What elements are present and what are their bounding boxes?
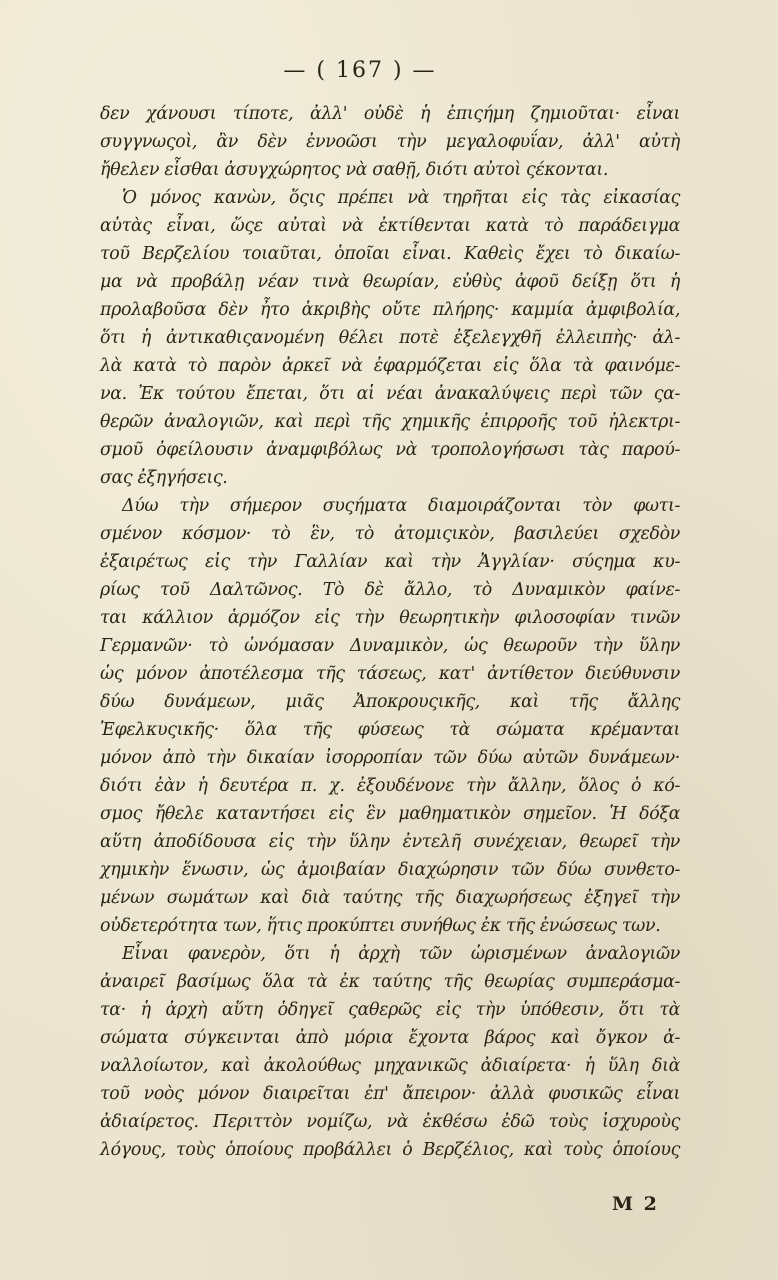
text-line: σμος ἤθελε καταντήσει εἰς ἓν μαθηματικὸν σημεῖον. Ἡ δόξα bbox=[100, 804, 680, 824]
paragraph-start: Ὁ μόνος κανὼν, ὅςις πρέπει νὰ τηρῆται εἰς τὰς εἰκασίας bbox=[122, 188, 680, 208]
text-line: χημικὴν ἕνωσιν, ὡς ἀμοιβαίαν διαχώρησιν τῶν δύω συνθετο- bbox=[100, 860, 680, 880]
text-line: συγγνωςοὶ, ἂν δὲν ἐννοῶσι τὴν μεγαλοφυΐαν, ἀλλ' αὐτὴ bbox=[100, 132, 680, 152]
text-line: μόνον ἀπὸ τὴν δικαίαν ἰσορροπίαν τῶν δύω αὐτῶν δυνάμεων· bbox=[100, 748, 680, 768]
text-line: ἤθελεν εἶσθαι ἀσυγχώρητος νὰ σαθῇ, διότι αὐτοὶ ςέκονται. bbox=[100, 160, 609, 180]
text-line: μα νὰ προβάλῃ νέαν τινὰ θεωρίαν, εὐθὺς ἀφοῦ δείξῃ ὅτι ἡ bbox=[100, 272, 680, 292]
text-line: ναλλοίωτον, καὶ ἀκολούθως μηχανικῶς ἀδιαίρετα· ἡ ὕλη διὰ bbox=[100, 1056, 680, 1076]
text-line: να. Ἐκ τούτου ἔπεται, ὅτι αἱ νέαι ἀνακαλύψεις περὶ τῶν ςα- bbox=[100, 384, 680, 404]
text-line: ἐξαιρέτως εἰς τὴν Γαλλίαν καὶ τὴν Ἀγγλίαν· σύςημα κυ- bbox=[100, 552, 680, 572]
text-line: ἀναιρεῖ βασίμως ὅλα τὰ ἐκ ταύτης τῆς θεωρίας συμπεράσμα- bbox=[100, 972, 680, 992]
body-text bbox=[100, 100, 680, 1164]
text-line: Γερμανῶν· τὸ ὠνόμασαν Δυναμικὸν, ὡς θεωροῦν τὴν ὕλην bbox=[100, 636, 680, 656]
text-line: λὰ κατὰ τὸ παρὸν ἀρκεῖ νὰ ἐφαρμόζεται εἰς ὅλα τὰ φαινόμε- bbox=[100, 356, 680, 376]
text-line: σώματα σύγκεινται ἀπὸ μόρια ἔχοντα βάρος καὶ ὄγκον ἀ- bbox=[100, 1028, 680, 1048]
text-line: δύω δυνάμεων, μιᾶς Ἀποκρουςικῆς, καὶ τῆς ἄλλης bbox=[100, 692, 680, 712]
text-line: ρίως τοῦ Δαλτῶνος. Τὸ δὲ ἄλλο, τὸ Δυναμικὸν φαίνε- bbox=[100, 580, 680, 600]
text-line: ται κάλλιον ἁρμόζον εἰς τὴν θεωρητικὴν φιλοσοφίαν τινῶν bbox=[100, 608, 680, 628]
text-line: ἀδιαίρετος. Περιττὸν νομίζω, νὰ ἐκθέσω ἐδῶ τοὺς ἰσχυροὺς bbox=[100, 1112, 680, 1132]
text-line: ὡς μόνον ἀποτέλεσμα τῆς τάσεως, κατ' ἀντίθετον διεύθυνσιν bbox=[100, 664, 680, 684]
text-line: τοῦ Βερζελίου τοιαῦται, ὁποῖαι εἶναι. Καθεὶς ἔχει τὸ δικαίω- bbox=[100, 244, 680, 264]
text-line: σμένον κόσμον· τὸ ἓν, τὸ ἀτομιςικὸν, βασιλεύει σχεδὸν bbox=[100, 524, 680, 544]
text-line: σμοῦ ὀφείλουσιν ἀναμφιβόλως νὰ τροπολογήσωσι τὰς παρού- bbox=[100, 440, 680, 460]
text-line: προλαβοῦσα δὲν ἦτο ἀκριβὴς οὔτε πλήρης· καμμία ἀμφιβολία, bbox=[100, 300, 680, 320]
text-line: ὅτι ἡ ἀντικαθιςανομένη θέλει ποτὲ ἐξελεγχθῆ ἐλλειπὴς· ἀλ- bbox=[100, 328, 680, 348]
text-line: τα· ἡ ἀρχὴ αὕτη ὁδηγεῖ ςαθερῶς εἰς τὴν ὑπόθεσιν, ὅτι τὰ bbox=[100, 1000, 680, 1020]
signature-mark: M 2 bbox=[612, 1193, 659, 1215]
text-line: τοῦ νοὸς μόνον διαιρεῖται ἐπ' ἄπειρον· ἀλλὰ φυσικῶς εἶναι bbox=[100, 1084, 680, 1104]
text-line: σας ἐξηγήσεις. bbox=[100, 468, 228, 488]
text-line: θερῶν ἀναλογιῶν, καὶ περὶ τῆς χημικῆς ἐπιρροῆς τοῦ ἠλεκτρι- bbox=[100, 412, 680, 432]
text-line: διότι ἐὰν ἡ δευτέρα π. χ. ἐξουδένονε τὴν ἄλλην, ὅλος ὁ κό- bbox=[100, 776, 680, 796]
text-line: μένων σωμάτων καὶ διὰ ταύτης τῆς διαχωρήσεως ἐξηγεῖ τὴν bbox=[100, 888, 680, 908]
paragraph-start: Δύω τὴν σήμερον συςήματα διαμοιράζονται τὸν φωτι- bbox=[122, 496, 680, 516]
text-line: οὐδετερότητα των, ἥτις προκύπτει συνήθως ἐκ τῆς ἐνώσεως των. bbox=[100, 916, 661, 936]
page-number: — ( 167 ) — bbox=[283, 58, 437, 83]
text-line: λόγους, τοὺς ὁποίους προβάλλει ὁ Βερζέλιος, καὶ τοὺς ὁποίους bbox=[100, 1140, 680, 1160]
text-line: Ἐφελκυςικῆς· ὅλα τῆς φύσεως τὰ σώματα κρέμανται bbox=[100, 720, 680, 740]
text-line: αὕτη ἀποδίδουσα εἰς τὴν ὕλην ἐντελῆ συνέχειαν, θεωρεῖ τὴν bbox=[100, 832, 680, 852]
text-line: αὐτὰς εἶναι, ὥςε αὐταὶ νὰ ἐκτίθενται κατὰ τὸ παράδειγμα bbox=[100, 216, 680, 236]
paragraph-start: Εἶναι φανερὸν, ὅτι ἡ ἀρχὴ τῶν ὡρισμένων ἀναλογιῶν bbox=[122, 944, 680, 964]
text-line: δεν χάνουσι τίποτε, ἀλλ' οὐδὲ ἡ ἐπιςήμη ζημιοῦται· εἶναι bbox=[100, 104, 680, 124]
